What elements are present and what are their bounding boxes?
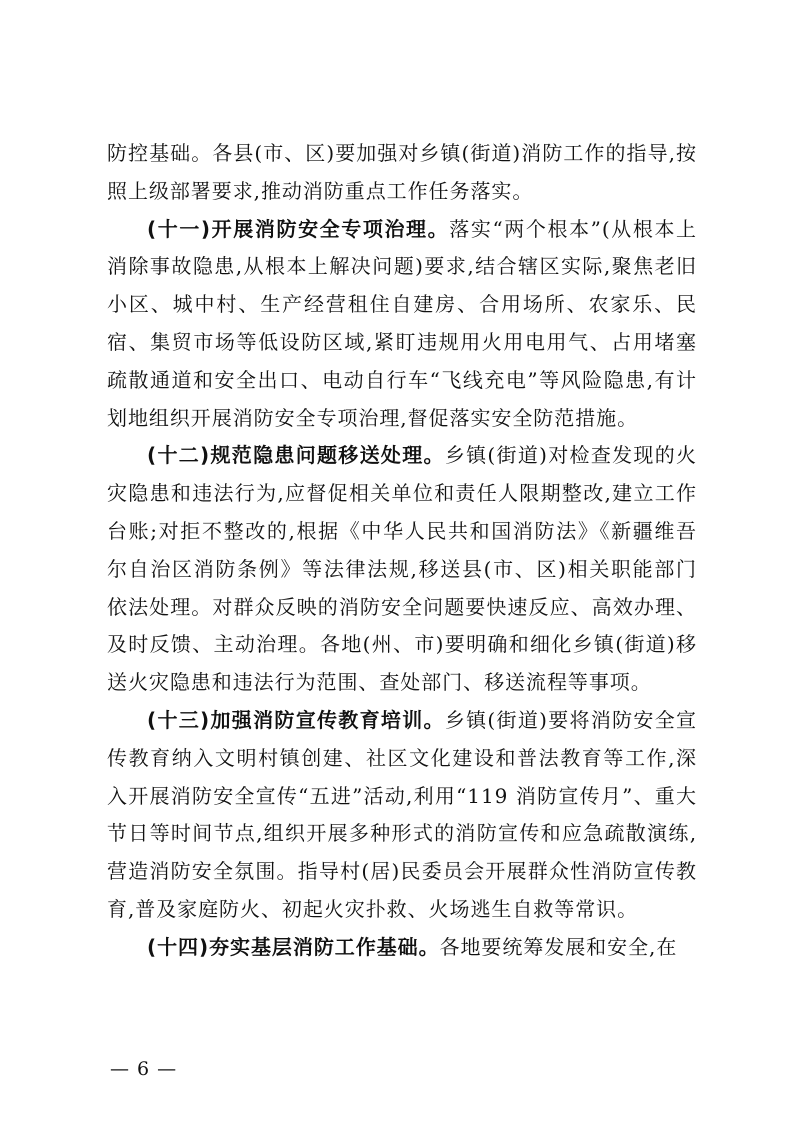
paragraph-14 (107, 929, 697, 967)
paragraph-text: 乡镇(街道)要将消防安全宣传教育纳入文明村镇创建、社区文化建设和普法教育等工作,深入开展消防安全宣传“五进”活动,利用“119 消防宣传月”、重大节日等时间节点,组织开展多种形式的消防宣传和应急疏散演练,营造消防安全氛围。指导村(居)民委员会开展群众性消防宣传教育,普及家庭防火、初起火灾扑救、火场逃生自救等常识。 (107, 707, 697, 921)
paragraph-text: 防控基础。各县(市、区)要加强对乡镇(街道)消防工作的指导,按照上级部署要求,推动消防重点工作任务落实。 (107, 141, 697, 203)
section-heading-13: (十三)加强消防宣传教育培训。 (147, 707, 445, 732)
paragraph-text: 乡镇(街道)对检查发现的火灾隐患和违法行为,应督促相关单位和责任人限期整改,建立工作台账;对拒不整改的,根据《中华人民共和国消防法》《新疆维吾尔自治区消防条例》等法律法规,移送县(市、区)相关职能部门依法处理。对群众反映的消防安全问题要快速反应、高效办理、及时反馈、主动治理。各地(州、市)要明确和细化乡镇(街道)移送火灾隐患和违法行为范围、查处部门、移送流程等事项。 (107, 443, 697, 695)
paragraph-11 (107, 211, 697, 438)
paragraph-text: 各地要统筹发展和安全,在 (439, 934, 678, 959)
paragraph-continuation (107, 135, 697, 211)
paragraph-13 (107, 702, 697, 929)
section-heading-12: (十二)规范隐患问题移送处理。 (147, 443, 445, 468)
section-heading-14: (十四)夯实基层消防工作基础。 (147, 934, 440, 959)
body-text (107, 135, 697, 967)
paragraph-text: 落实“两个根本”(从根本上消除事故隐患,从根本上解决问题)要求,结合辖区实际,聚焦老旧小区、城中村、生产经营租住自建房、合用场所、农家乐、民宿、集贸市场等低设防区域,紧盯违规用火用电用气、占用堵塞疏散通道和安全出口、电动自行车“飞线充电”等风险隐患,有计划地组织开展消防安全专项治理,督促落实安全防范措施。 (107, 216, 698, 430)
page-number: — 6 — (110, 1058, 178, 1080)
paragraph-12 (107, 437, 697, 702)
section-heading-11: (十一)开展消防安全专项治理。 (147, 216, 450, 241)
